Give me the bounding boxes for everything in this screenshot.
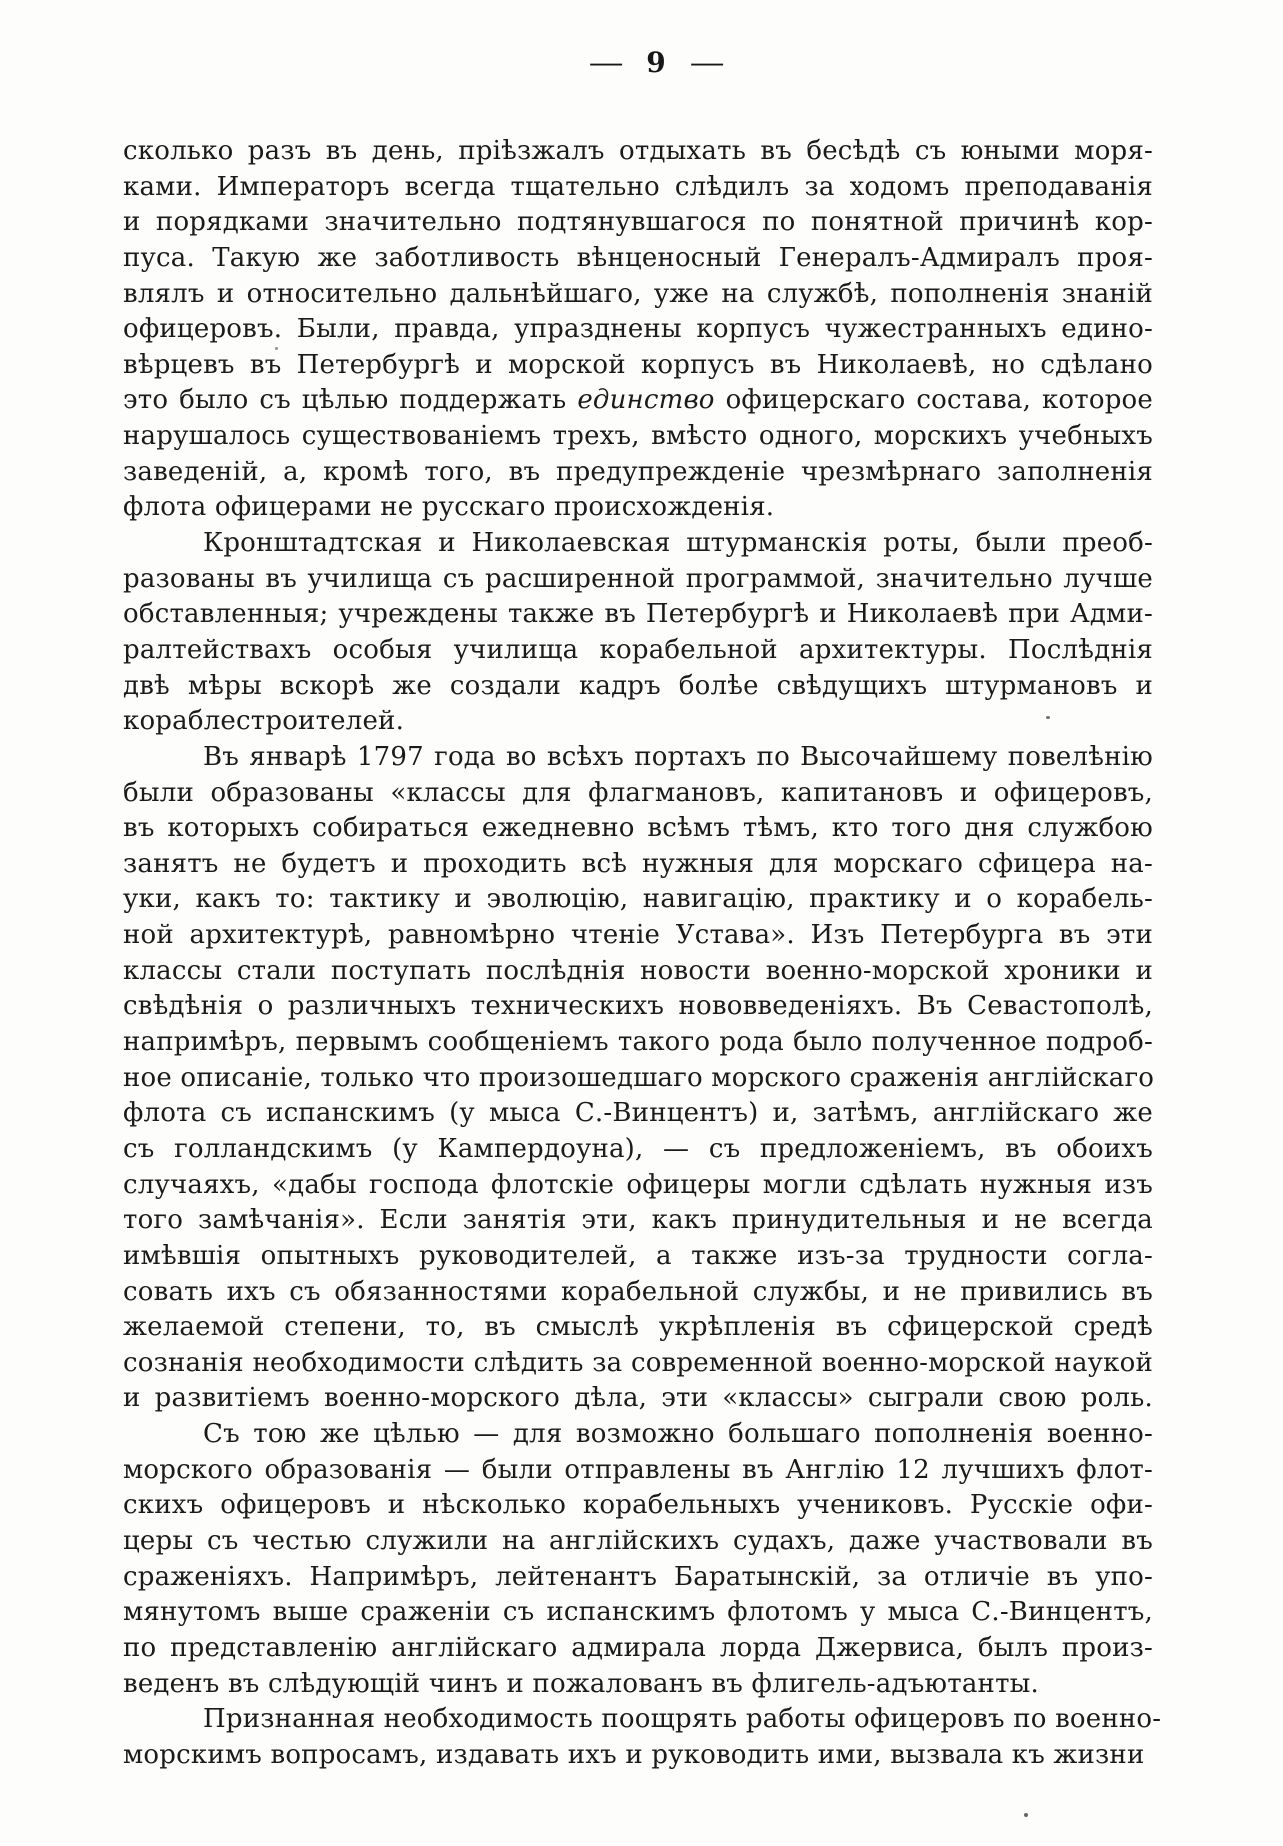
text-line: церы съ честью служили на англійскихъ судахъ, даже участвовали въ bbox=[123, 1525, 1153, 1556]
text-line: мянутомъ выше сраженіи съ испанскимъ флотомъ у мыса С.-Винцентъ, bbox=[123, 1597, 1153, 1628]
text-line: веденъ въ слѣдующій чинъ и пожалованъ въ флигель-адъютанты. bbox=[123, 1668, 1040, 1699]
text-line: классы стали поступать послѣднія новости военно-морской хроники и bbox=[123, 955, 1153, 986]
text-line: скихъ офицеровъ и нѣсколько корабельныхъ учениковъ. Русскіе офи- bbox=[123, 1490, 1153, 1521]
text-line: были образованы «классы для флагмановъ, капитановъ и офицеровъ, bbox=[123, 777, 1153, 808]
text-line: ное описаніе, только что произошедшаго морского сраженія англійскаго bbox=[123, 1062, 1155, 1093]
text-line: сознанія необходимости слѣдить за современной военно-морской наукой bbox=[123, 1347, 1153, 1378]
text-line: пуса. Такую же заботливость вѣнценосный Генералъ-Адмиралъ проя- bbox=[123, 242, 1153, 273]
text-line: обставленныя; учреждены также въ Петербургѣ и Николаевѣ при Адми- bbox=[123, 599, 1153, 630]
text-line: сраженіяхъ. Напримѣръ, лейтенантъ Баратынскій, за отличіе въ упо- bbox=[123, 1561, 1153, 1592]
text-line: случаяхъ, «дабы господа флотскіе офицеры могли сдѣлать нужныя изъ bbox=[123, 1169, 1153, 1200]
text-line: сколько разъ въ день, пріѣзжалъ отдыхать въ бесѣдѣ съ юными моря- bbox=[123, 136, 1153, 166]
page-number: 9 bbox=[646, 46, 666, 79]
text-line: заведеній, а, кромѣ того, въ предупрежденіе чрезмѣрнаго заполненія bbox=[123, 456, 1153, 487]
text-line: съ голландскимъ (у Кампердоуна), — съ предложеніемъ, въ обоихъ bbox=[123, 1133, 1153, 1164]
text-line: Признанная необходимость поощрять работы офицеровъ по военно- bbox=[203, 1704, 1162, 1735]
text-line: уки, какъ то: тактику и эволюцію, навигацію, практику и о корабель- bbox=[123, 884, 1153, 915]
body-text-block bbox=[123, 134, 1162, 1773]
text-line: ками. Императоръ всегда тщательно слѣдилъ за ходомъ преподаванія bbox=[123, 171, 1153, 202]
scan-speck bbox=[1024, 1813, 1028, 1817]
header-dash-right: — bbox=[689, 46, 724, 79]
text-line: того замѣчанія». Если занятія эти, какъ принудительныя и не всегда bbox=[123, 1205, 1153, 1236]
text-line: въ которыхъ собираться ежедневно всѣмъ тѣмъ, кто того дня службою bbox=[123, 813, 1153, 844]
text-line: Въ январѣ 1797 года во всѣхъ портахъ по Высочайшему повелѣнію bbox=[203, 741, 1153, 772]
text-line: совать ихъ съ обязанностями корабельной службы, и не привились въ bbox=[123, 1276, 1153, 1307]
text-segment: офицерскаго состава, которое bbox=[714, 385, 1153, 416]
text-line: нарушалось существованіемъ трехъ, вмѣсто одного, морскихъ учебныхъ bbox=[123, 421, 1153, 452]
text-line: ралтействахъ особыя училища корабельной архитектуры. Послѣднія bbox=[123, 634, 1153, 665]
text-line: морскимъ вопросамъ, издавать ихъ и руководить ими, вызвала къ жизни bbox=[123, 1739, 1145, 1770]
text-line: Съ тою же цѣлью — для возможно большаго пополненія военно- bbox=[203, 1419, 1153, 1450]
header-dash-left: — bbox=[588, 46, 623, 79]
page-header bbox=[141, 46, 1171, 79]
text-line: свѣдѣнія о различныхъ техническихъ нововведеніяхъ. Въ Севастополѣ, bbox=[123, 991, 1153, 1022]
text-line: влялъ и относительно дальнѣйшаго, уже на службѣ, пополненія знаній bbox=[123, 278, 1153, 309]
text-line: и развитіемъ военно-морского дѣла, эти «классы» сыграли свою роль. bbox=[123, 1383, 1153, 1414]
text-line: имѣвшія опытныхъ руководителей, а также изъ-за трудности согла- bbox=[123, 1240, 1153, 1271]
text-line: напримѣръ, первымъ сообщеніемъ такого рода было полученное подроб- bbox=[123, 1027, 1153, 1058]
text-segment: это было съ цѣлью поддержать bbox=[123, 385, 578, 416]
text-line: кораблестроителей. bbox=[123, 706, 405, 737]
text-line: вѣрцевъ въ Петербургѣ и морской корпусъ въ Николаевѣ, но сдѣлано bbox=[123, 349, 1153, 380]
text-line: разованы въ училища съ расширенной программой, значительно лучше bbox=[123, 563, 1153, 594]
text-line: Кронштадтская и Николаевская штурманскія роты, были преоб- bbox=[203, 528, 1153, 559]
scan-speck bbox=[1046, 716, 1050, 719]
text-line: флота съ испанскимъ (у мыса С.-Винцентъ) и, затѣмъ, англійскаго же bbox=[123, 1098, 1153, 1129]
italic-text-segment: единство bbox=[577, 385, 715, 416]
text-line: флота офицерами не русскаго происхожденія. bbox=[123, 492, 775, 523]
text-line: офицеровъ. Были, правда, упразднены корпусъ чужестранныхъ едино- bbox=[123, 314, 1153, 345]
text-line: желаемой степени, то, въ смыслѣ укрѣпленія въ сфицерской средѣ bbox=[123, 1312, 1153, 1343]
text-line bbox=[123, 383, 1153, 419]
text-line: ной архитектурѣ, равномѣрно чтеніе Устава». Изъ Петербурга въ эти bbox=[123, 920, 1153, 951]
text-line: двѣ мѣры вскорѣ же создали кадръ болѣе свѣдущихъ штурмановъ и bbox=[123, 670, 1153, 701]
text-line: и порядками значительно подтянувшагося по понятной причинѣ кор- bbox=[123, 207, 1153, 238]
text-line: морского образованія — были отправлены въ Англію 12 лучшихъ флот- bbox=[123, 1454, 1153, 1485]
scan-speck bbox=[275, 347, 278, 350]
text-line: по представленію англійскаго адмирала лорда Джервиса, былъ произ- bbox=[123, 1632, 1153, 1663]
text-line: занятъ не будетъ и проходить всѣ нужныя для морскаго сфицера на- bbox=[123, 848, 1153, 879]
